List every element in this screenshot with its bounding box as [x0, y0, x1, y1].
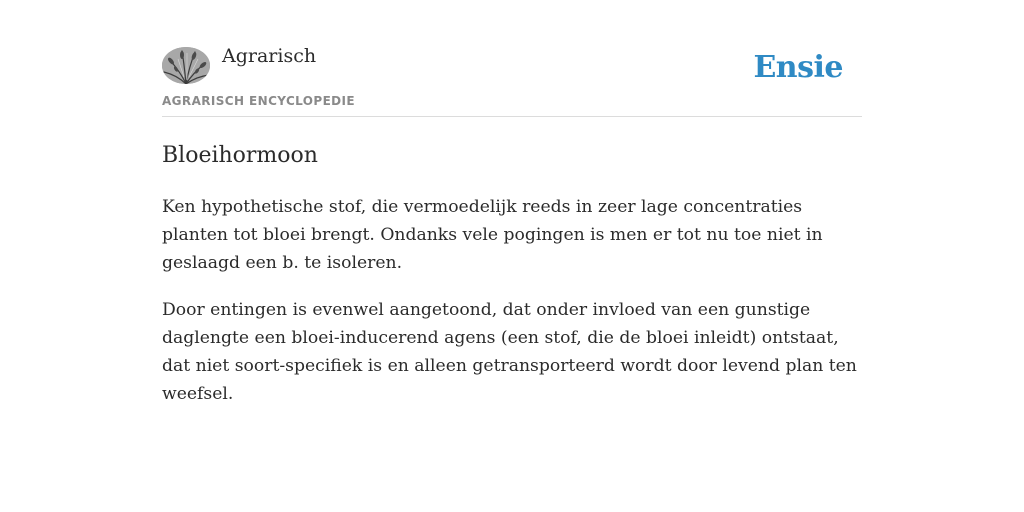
article-paragraph: Door entingen is evenwel aangetoond, dat onder invloed van een gunstige daglengte een bloei-inducerend agens (een stof, die de bloei inleidt) ontstaat, dat niet soort-specifiek is en alleen getransporteerd wordt door levend plan ten weefsel.	[162, 300, 857, 404]
page-container	[162, 0, 862, 408]
wheat-icon[interactable]	[162, 47, 210, 84]
site-header	[162, 0, 862, 117]
brand-logo-link[interactable]: Ensie	[753, 50, 843, 85]
site-subtitle: AGRARISCH ENCYCLOPEDIE	[162, 94, 355, 108]
article-title: Bloeihormoon	[162, 143, 318, 168]
article-body	[162, 193, 862, 408]
site-name[interactable]: Agrarisch	[222, 45, 317, 67]
article-paragraph: Ken hypothetische stof, die vermoedelijk reeds in zeer lage concentraties planten tot bloei brengt. Ondanks vele pogingen is men er tot nu toe niet in geslaagd een b. te isoleren.	[162, 197, 823, 273]
